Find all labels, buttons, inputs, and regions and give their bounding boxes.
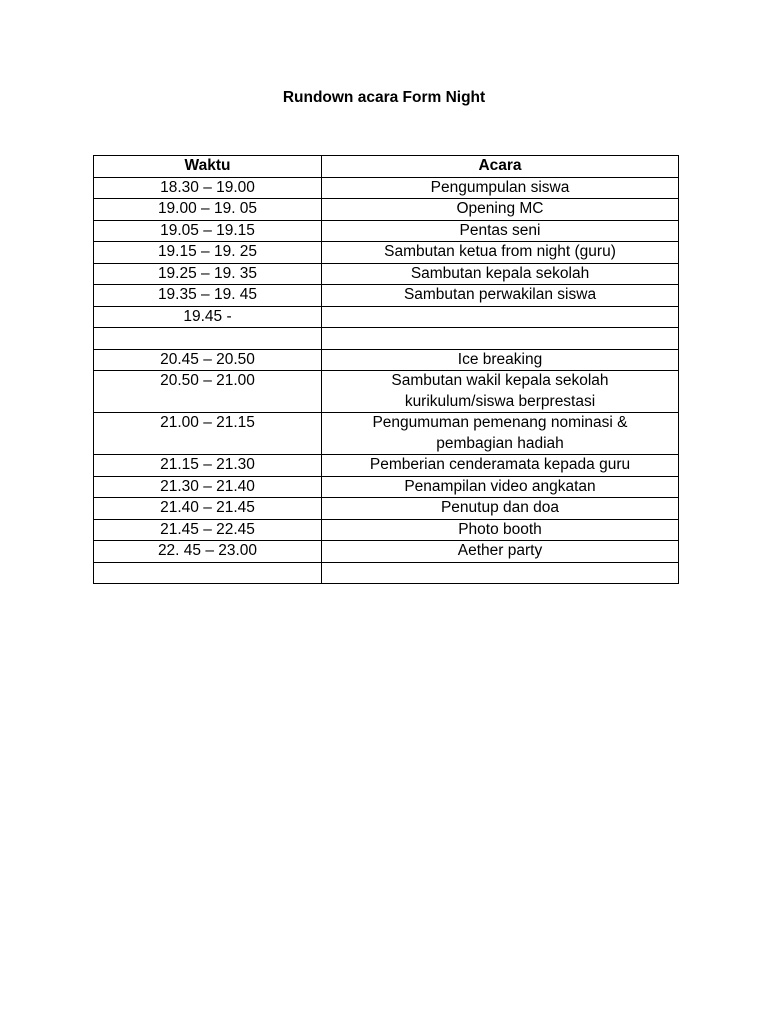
waktu-cell: [94, 562, 322, 584]
acara-text: Sambutan ketua from night (guru): [384, 243, 616, 260]
rundown-table: [93, 155, 679, 584]
waktu-text: 19.35 – 19. 45: [157, 286, 258, 303]
acara-text: Pemberian cenderamata kepada guru: [369, 456, 631, 473]
waktu-text: 21.40 – 21.45: [160, 499, 255, 516]
waktu-text: 18.30 – 19.00: [160, 178, 255, 196]
acara-cell: [322, 199, 679, 221]
acara-cell: [322, 328, 679, 350]
acara-text: Pentas seni: [459, 221, 541, 239]
waktu-text: 20.50 – 21.00: [160, 372, 255, 389]
waktu-text: 19.05 – 19.15: [160, 221, 255, 239]
acara-text: Aether party: [457, 542, 543, 559]
table-row: [94, 562, 679, 584]
acara-cell: [322, 349, 679, 371]
acara-cell: [322, 177, 679, 199]
waktu-cell: [94, 455, 322, 477]
table-row: [94, 519, 679, 541]
waktu-cell: [94, 328, 322, 350]
waktu-cell: [94, 371, 322, 413]
acara-text: Sambutan wakil kepala sekolah kurikulum/siswa berprestasi: [391, 372, 609, 410]
acara-cell: [322, 242, 679, 264]
waktu-text: 19.15 – 19. 25: [157, 243, 258, 260]
waktu-text: 19.25 – 19. 35: [157, 264, 258, 282]
waktu-text: 21.45 – 22.45: [160, 520, 255, 538]
acara-cell: [322, 306, 679, 328]
table-row: [94, 455, 679, 477]
acara-cell: [322, 285, 679, 307]
table-row: [94, 242, 679, 264]
column-header-waktu: Waktu: [94, 156, 322, 178]
acara-text: Sambutan kepala sekolah: [410, 264, 590, 282]
waktu-text: 20.45 – 20.50: [160, 350, 255, 368]
page-title: Rundown acara Form Night: [282, 89, 486, 106]
acara-cell: [322, 371, 679, 413]
table-row: [94, 285, 679, 307]
waktu-cell: [94, 285, 322, 307]
waktu-cell: [94, 199, 322, 221]
acara-cell: [322, 413, 679, 455]
waktu-text: 19.00 – 19. 05: [157, 200, 258, 217]
acara-text: Penampilan video angkatan: [404, 477, 596, 495]
acara-cell: [322, 263, 679, 285]
waktu-cell: [94, 306, 322, 328]
acara-text: Pengumpulan siswa: [430, 178, 570, 196]
table-row: [94, 199, 679, 221]
table-row: [94, 413, 679, 455]
acara-text: Pengumuman pemenang nominasi & pembagian hadiah: [372, 414, 628, 452]
acara-text: Opening MC: [456, 200, 544, 217]
table-row: [94, 371, 679, 413]
waktu-cell: [94, 519, 322, 541]
waktu-cell: [94, 220, 322, 242]
waktu-cell: [94, 177, 322, 199]
acara-cell: [322, 562, 679, 584]
waktu-cell: [94, 476, 322, 498]
waktu-text: 21.30 – 21.40: [160, 477, 255, 495]
acara-cell: [322, 220, 679, 242]
waktu-cell: [94, 349, 322, 371]
table-body: [94, 177, 679, 584]
acara-cell: [322, 519, 679, 541]
waktu-text: 21.00 – 21.15: [160, 414, 255, 431]
table-row: [94, 263, 679, 285]
table-row: [94, 306, 679, 328]
column-header-acara: Acara: [322, 156, 679, 178]
table-row: [94, 349, 679, 371]
acara-cell: [322, 541, 679, 563]
waktu-cell: [94, 263, 322, 285]
acara-text: Sambutan perwakilan siswa: [403, 286, 597, 303]
waktu-text: 19.45 -: [183, 307, 232, 325]
acara-cell: [322, 476, 679, 498]
acara-cell: [322, 498, 679, 520]
waktu-text: 21.15 – 21.30: [160, 456, 255, 473]
table-row: [94, 541, 679, 563]
table-row: [94, 476, 679, 498]
waktu-cell: [94, 413, 322, 455]
table-row: [94, 498, 679, 520]
acara-text: Photo booth: [458, 520, 542, 538]
acara-text: Penutup dan doa: [440, 499, 560, 516]
table-row: [94, 177, 679, 199]
waktu-cell: [94, 541, 322, 563]
acara-text: Ice breaking: [457, 350, 543, 368]
acara-cell: [322, 455, 679, 477]
waktu-cell: [94, 242, 322, 264]
table-row: [94, 328, 679, 350]
waktu-text: 22. 45 – 23.00: [157, 542, 258, 559]
waktu-cell: [94, 498, 322, 520]
table-row: [94, 220, 679, 242]
table-header-row: [94, 156, 679, 178]
